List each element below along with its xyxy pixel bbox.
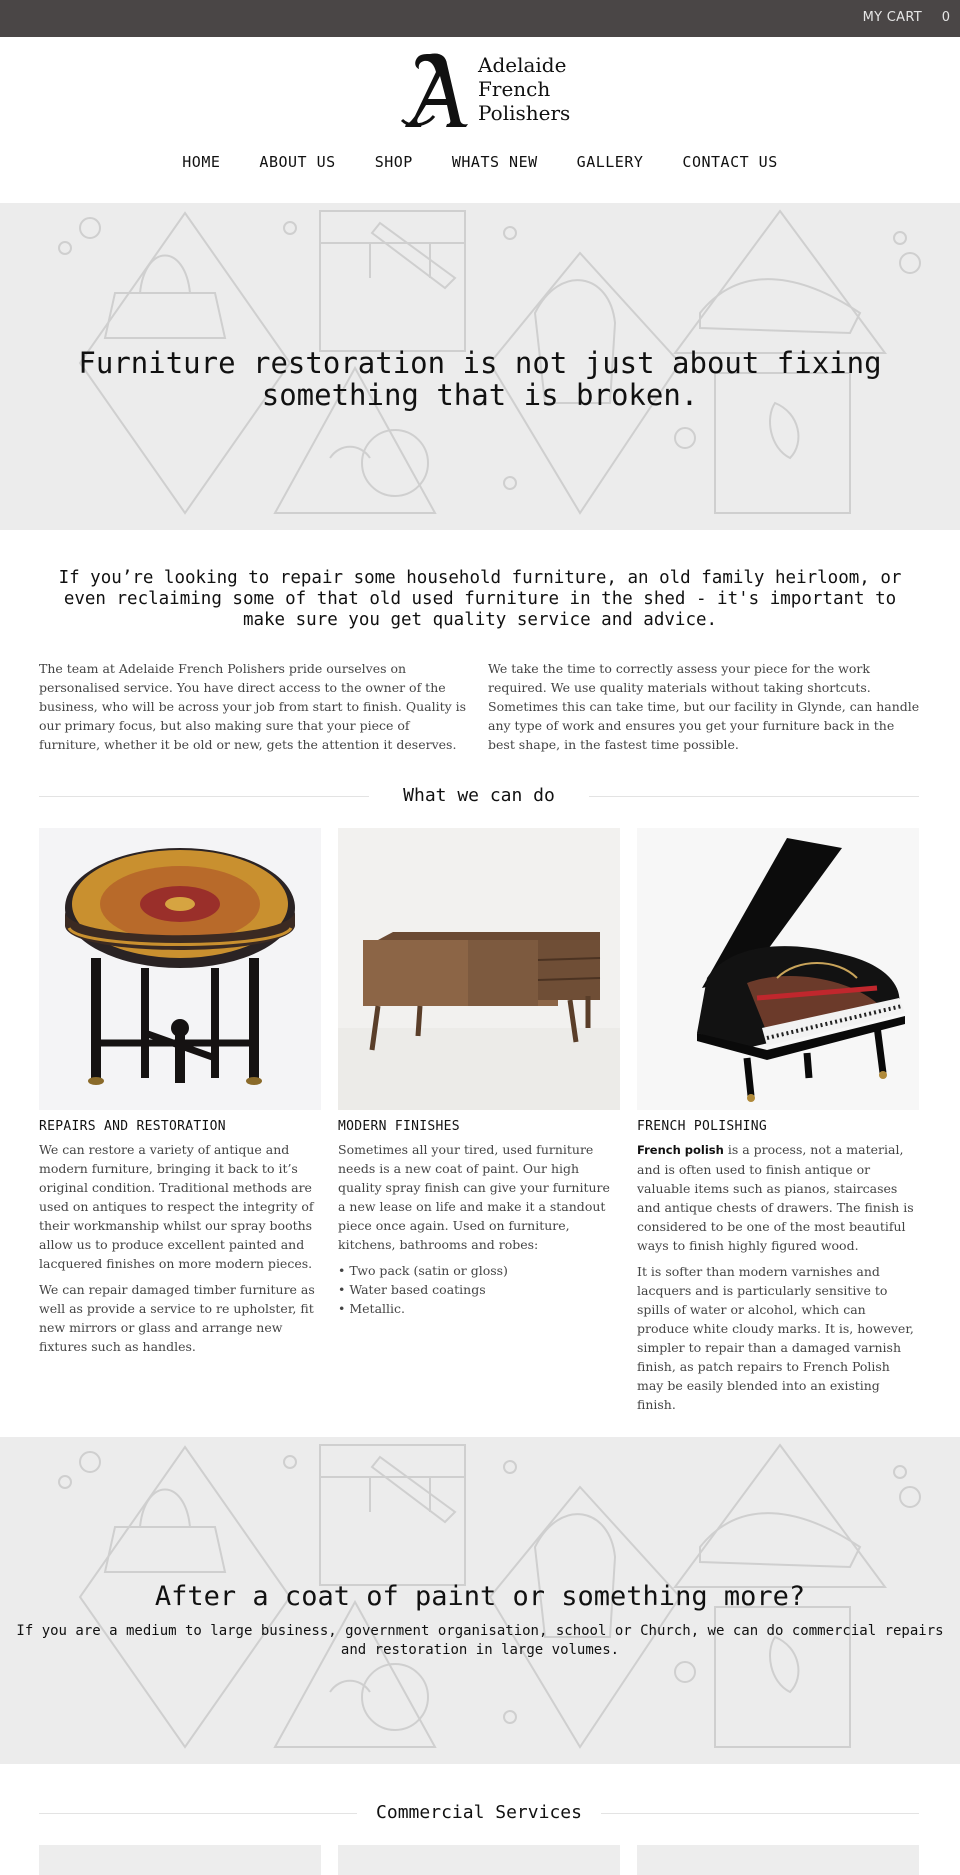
nav-whats-new[interactable]: WHATS NEW [451, 153, 538, 171]
sideboard-illustration [338, 828, 620, 1110]
service-title: MODERN FINISHES [338, 1119, 460, 1134]
list-item: • Metallic. [338, 1301, 405, 1316]
main-nav [0, 153, 960, 171]
nav-about-us[interactable]: ABOUT US [259, 153, 336, 171]
nav-shop[interactable]: SHOP [374, 153, 413, 171]
my-cart-link[interactable]: MY CART [862, 10, 922, 25]
french-polish-term: French polish [637, 1143, 724, 1157]
intro-statement: If you’re looking to repair some household furniture, an old family heirloom, or even reclaiming some of that old used furniture in the shed - it's important to make sure you get quality service and advice. [58, 568, 902, 630]
cart-count[interactable]: 0 [941, 10, 950, 25]
service-paragraph: It is softer than modern varnishes and lacquers and is particularly sensitive to spills of water or alcohol, which can produce white cloudy marks. It is, however, simpler to repair than a damaged varnish finish, as patch repairs to French Polish may be easily blended into an existing finish. [637, 1264, 914, 1412]
service-description [39, 1140, 321, 1356]
service-title: FRENCH POLISHING [637, 1119, 768, 1134]
service-description [637, 1140, 919, 1414]
grand-piano-image[interactable] [637, 828, 919, 1110]
service-card-repairs [39, 828, 321, 1363]
logo-line-2: French [478, 77, 551, 101]
service-paragraph [637, 1140, 919, 1255]
service-card-modern-finishes [338, 828, 620, 1318]
logo-line-3: Polishers [478, 101, 571, 125]
hero-title: Furniture restoration is not just about fixing something that is broken. [78, 346, 882, 412]
logo-wordmark [478, 53, 570, 125]
services-heading [39, 784, 919, 808]
about-left-text: The team at Adelaide French Polishers pride ourselves on personalised service. You have direct access to the owner of the business, who will be across your job from start to finish. Quality is our primary focus, but also making sure that your piece of furniture, whether it be old or new, gets the attention it deserves. [39, 661, 467, 752]
grand-piano-illustration [637, 828, 919, 1110]
nav-home[interactable]: HOME [182, 153, 221, 171]
service-paragraph: Sometimes all your tired, used furniture needs is a new coat of paint. Our high quality spray finish can give your furniture a new lease on life and make it a standout piece once again. Used on furniture, kitchens, bathrooms and robes: [338, 1142, 610, 1252]
about-right-text: We take the time to correctly assess your piece for the work required. We use quality materials without taking shortcuts. Sometimes this can take time, but our facility in Glynde, can handle any type of work and ensures you get your furniture back in the best shape, in the fastest time possible. [488, 661, 920, 752]
nav-contact-us[interactable]: CONTACT US [682, 153, 778, 171]
logo-letter-a-icon [400, 50, 470, 128]
service-description [338, 1140, 620, 1318]
commercial-banner [0, 1437, 960, 1764]
service-paragraph: We can restore a variety of antique and modern furniture, bringing it back to it’s original condition. Traditional methods are used on antiques to respect the integrity of their workmanship whilst our spray booths allow us to produce excellent painted and lacquered finishes on more modern pieces. [39, 1142, 314, 1271]
service-paragraph: We can repair damaged timber furniture as well as provide a service to re upholster, fit new mirrors or glass and arrange new fixtures such as handles. [39, 1282, 315, 1354]
sideboard-image[interactable] [338, 828, 620, 1110]
logo-line-1: Adelaide [478, 53, 567, 77]
commercial-heading [39, 1801, 919, 1825]
hero-banner [0, 203, 960, 530]
site-logo[interactable] [400, 50, 570, 128]
service-card-french-polishing [637, 828, 919, 1421]
round-table-illustration [39, 828, 321, 1110]
round-table-image[interactable] [39, 828, 321, 1110]
list-item: • Water based coatings [338, 1282, 486, 1297]
top-bar [0, 0, 960, 37]
nav-gallery[interactable]: GALLERY [576, 153, 644, 171]
commercial-card-image[interactable] [39, 1845, 321, 1875]
commercial-banner-subtitle: If you are a medium to large business, government organisation, school or Church, we can do commercial repairs and restoration in large volumes. [16, 1623, 944, 1658]
commercial-heading-label: Commercial Services [376, 1802, 582, 1823]
commercial-card-image[interactable] [338, 1845, 620, 1875]
list-item: • Two pack (satin or gloss) [338, 1263, 508, 1278]
services-heading-label: What we can do [403, 785, 555, 806]
commercial-card-image[interactable] [637, 1845, 919, 1875]
finish-list [338, 1261, 620, 1318]
commercial-banner-title: After a coat of paint or something more? [154, 1581, 806, 1612]
service-paragraph-text: is a process, not a material, and is often used to finish antique or valuable items such as pianos, staircases and antique chests of drawers. The finish is considered to be one of the most beautiful ways to finish highly figured wood. [637, 1142, 914, 1253]
service-title: REPAIRS AND RESTORATION [39, 1119, 226, 1134]
